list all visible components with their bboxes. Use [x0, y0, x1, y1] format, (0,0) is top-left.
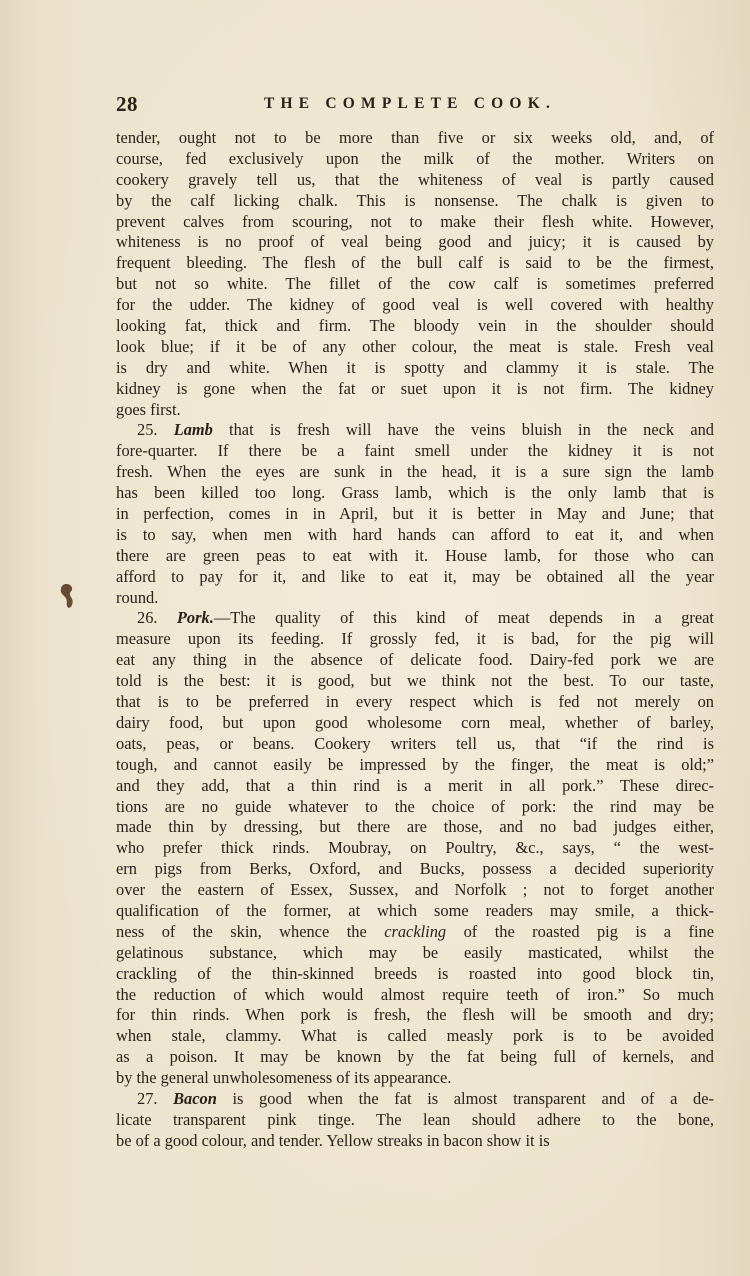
- text-span: be of a good colour, and tender. Yellow streaks in bacon show it is: [116, 1130, 550, 1150]
- text-span: made thin by dressing, but there are those, and no bad judges either,: [116, 817, 714, 837]
- text-line: [116, 483, 714, 504]
- text-line: [116, 650, 714, 671]
- section-heading-word: Pork.: [176, 608, 214, 628]
- text-line: [116, 191, 714, 212]
- text-span: that is fresh will have the veins bluish in the neck and: [212, 420, 714, 440]
- text-line: [116, 462, 714, 483]
- text-span: over the eastern of Essex, Sussex, and Norfolk ; not to forget another: [116, 880, 714, 900]
- text-span: in perfection, comes in in April, but it is better in May and June; that: [116, 504, 714, 524]
- text-span: when stale, clammy. What is called measly pork is to be avoided: [116, 1026, 714, 1046]
- text-line: [116, 838, 714, 859]
- text-span: licate transparent pink tinge. The lean should adhere to the bone,: [116, 1109, 714, 1129]
- text-span: whiteness is no proof of veal being good and juicy; it is caused by: [116, 232, 714, 252]
- text-span: who prefer thick rinds. Moubray, on Poultry, &c., says, “ the west-: [116, 838, 714, 858]
- text-span: tender, ought not to be more than five or six weeks old, and, of: [116, 128, 714, 147]
- text-line: [116, 692, 714, 713]
- text-line: [116, 817, 714, 838]
- text-line: [116, 588, 714, 609]
- section-heading-word: Bacon: [173, 1088, 217, 1108]
- text-line: [116, 608, 714, 629]
- text-span: but not so white. The fillet of the cow calf is sometimes preferred: [116, 274, 714, 294]
- section-heading-word: Lamb: [173, 420, 213, 440]
- text-span: tions are no guide whatever to the choice of pork: the rind may be: [116, 796, 714, 816]
- page-header: [116, 92, 716, 116]
- text-span: is good when the fat is almost transparent and of a de-: [216, 1088, 714, 1108]
- text-span: for the udder. The kidney of good veal is well covered with healthy: [116, 295, 714, 315]
- text-line: [116, 379, 714, 400]
- text-line: [116, 671, 714, 692]
- text-line: [116, 128, 714, 149]
- text-line: [116, 149, 714, 170]
- text-span: looking fat, thick and firm. The bloody vein in the shoulder should: [116, 316, 714, 336]
- text-line: [116, 755, 714, 776]
- text-line: [116, 859, 714, 880]
- text-line: [116, 232, 714, 253]
- text-span: round.: [116, 587, 159, 607]
- text-span: measure upon its feeding. If grossly fed, it is bad, for the pig will: [116, 629, 714, 649]
- text-line: [116, 1005, 714, 1026]
- text-span: cookery gravely tell us, that the whiteness of veal is partly caused: [116, 169, 714, 189]
- text-span: is to say, when men with hard hands can afford to eat it, and when: [116, 524, 714, 544]
- text-span: of the roasted pig is a fine: [446, 921, 715, 941]
- text-span: there are green peas to eat with it. House lamb, for those who can: [116, 545, 714, 565]
- text-span: has been killed too long. Grass lamb, which is the only lamb that is: [116, 483, 714, 503]
- text-line: [116, 170, 714, 191]
- text-span: kidney is gone when the fat or suet upon it is not firm. The kidney: [116, 378, 714, 398]
- text-span: 25.: [137, 420, 174, 440]
- text-span: for thin rinds. When pork is fresh, the flesh will be smooth and dry;: [116, 1005, 714, 1025]
- text-line: [116, 985, 714, 1006]
- text-span: dairy food, but upon good wholesome corn meal, whether of barley,: [116, 712, 714, 732]
- text-span: ness of the skin, whence the: [116, 921, 385, 941]
- text-line: [116, 274, 714, 295]
- text-span: afford to pay for it, and like to eat it, may be obtained all the year: [116, 566, 714, 586]
- ink-blot-mark: [59, 583, 75, 609]
- text-span: and they add, that a thin rind is a merit in all pork.” These direc-: [116, 775, 714, 795]
- text-line: [116, 212, 714, 233]
- text-span: ern pigs from Berks, Oxford, and Bucks, possess a decided superiority: [116, 859, 714, 879]
- text-span: qualification of the former, at which some readers may smile, a thick-: [116, 900, 714, 920]
- text-line: [116, 713, 714, 734]
- page-number: 28: [116, 92, 138, 116]
- text-line: [116, 441, 714, 462]
- text-line: [116, 964, 714, 985]
- text-line: [116, 316, 714, 337]
- text-span: by the general unwholesomeness of its appearance.: [116, 1068, 452, 1088]
- running-title: THE COMPLETE COOK.: [264, 95, 557, 112]
- text-line: [116, 1110, 714, 1131]
- text-span: look blue; if it be of any other colour, the meat is stale. Fresh veal: [116, 336, 714, 356]
- text-line: [116, 776, 714, 797]
- text-line: [116, 943, 714, 964]
- text-line: [116, 504, 714, 525]
- text-line: [116, 525, 714, 546]
- text-span: the reduction of which would almost require teeth of iron.” So much: [116, 984, 714, 1004]
- text-line: [116, 400, 714, 421]
- text-span: 26.: [137, 608, 177, 628]
- text-span: told is the best: it is good, but we think not the best. To our taste,: [116, 671, 714, 691]
- text-span: goes first.: [116, 399, 181, 419]
- text-span: by the calf licking chalk. This is nonsense. The chalk is given to: [116, 190, 714, 210]
- body-text: [116, 128, 714, 1152]
- text-span: 27.: [137, 1088, 174, 1108]
- text-line: [116, 734, 714, 755]
- text-line: [116, 337, 714, 358]
- text-line: [116, 901, 714, 922]
- text-line: [116, 1131, 714, 1152]
- text-line: [116, 567, 714, 588]
- text-line: [116, 1068, 714, 1089]
- text-line: [116, 880, 714, 901]
- text-span: fresh. When the eyes are sunk in the head, it is a sure sign the lamb: [116, 462, 714, 482]
- text-span: fore-quarter. If there be a faint smell under the kidney it is not: [116, 441, 714, 461]
- text-span: is dry and white. When it is spotty and clammy it is stale. The: [116, 357, 714, 377]
- text-line: [116, 253, 714, 274]
- text-span: gelatinous substance, which may be easily masticated, whilst the: [116, 942, 714, 962]
- text-line: [116, 1089, 714, 1110]
- text-span: course, fed exclusively upon the milk of the mother. Writers on: [116, 148, 714, 168]
- text-span: frequent bleeding. The flesh of the bull calf is said to be the firmest,: [116, 253, 714, 273]
- text-span: that is to be preferred in every respect which is fed not merely on: [116, 692, 714, 712]
- italic-word: crackling: [384, 921, 447, 941]
- text-span: oats, peas, or beans. Cookery writers tell us, that “if the rind is: [116, 733, 714, 753]
- text-line: [116, 629, 714, 650]
- text-span: prevent calves from scouring, not to make their flesh white. However,: [116, 211, 714, 231]
- text-span: eat any thing in the absence of delicate food. Dairy-fed pork we are: [116, 650, 714, 670]
- text-line: [116, 358, 714, 379]
- text-line: [116, 546, 714, 567]
- text-line: [116, 922, 714, 943]
- text-line: [116, 420, 714, 441]
- text-line: [116, 1026, 714, 1047]
- text-line: [116, 797, 714, 818]
- text-line: [116, 1047, 714, 1068]
- text-line: [116, 295, 714, 316]
- text-span: crackling of the thin-skinned breeds is roasted into good block tin,: [116, 963, 714, 983]
- text-span: as a poison. It may be known by the fat being full of kernels, and: [116, 1047, 714, 1067]
- text-span: tough, and cannot easily be impressed by the finger, the meat is old;”: [116, 754, 714, 774]
- text-span: —The quality of this kind of meat depends in a great: [213, 608, 714, 628]
